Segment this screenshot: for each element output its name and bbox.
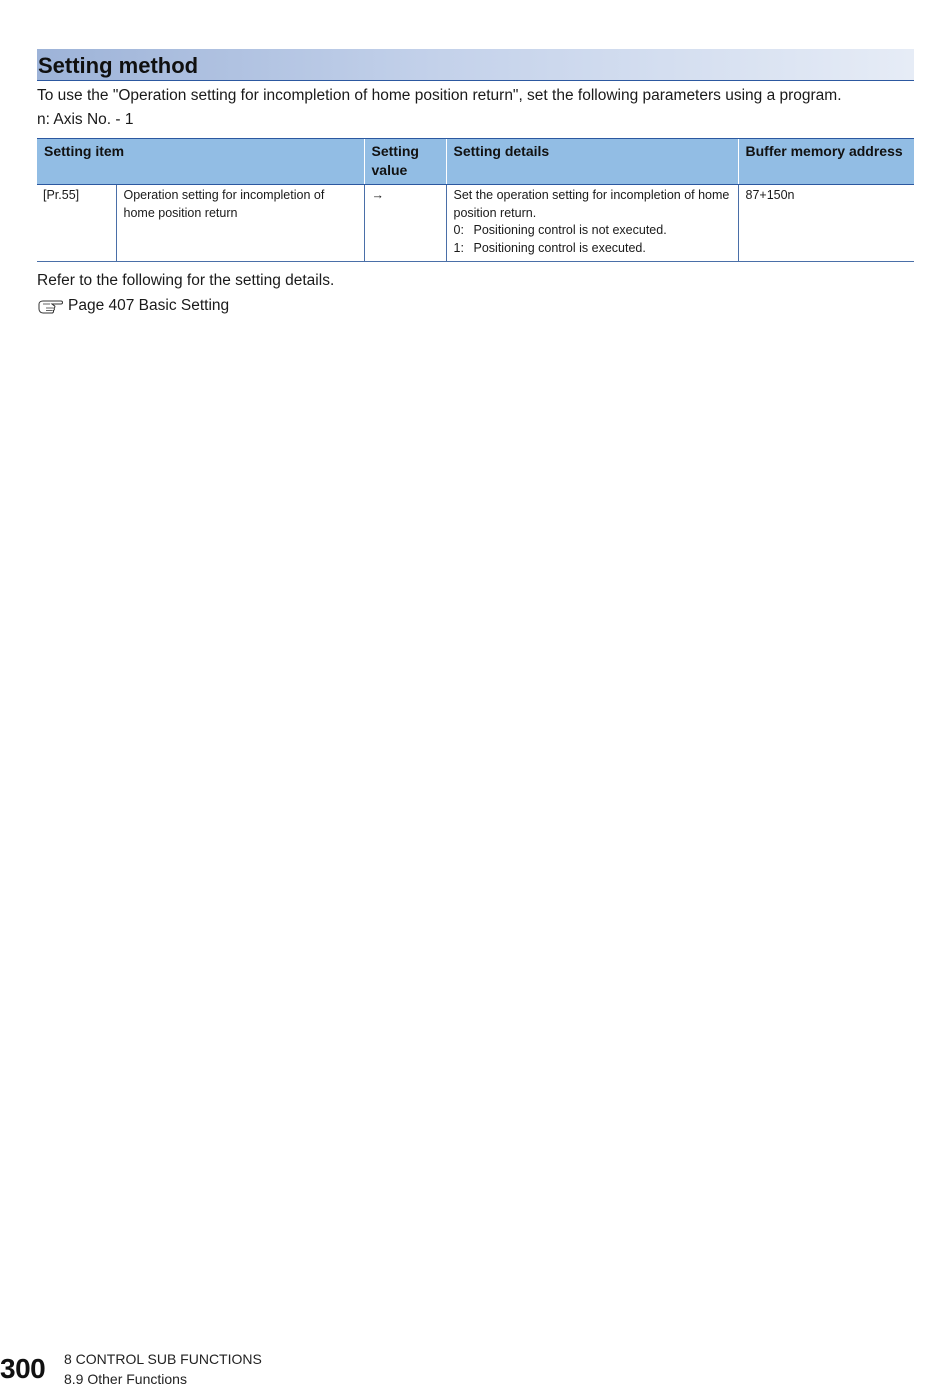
setting-value-cell: → — [364, 185, 446, 262]
buffer-address-cell: 87+150n — [738, 185, 914, 262]
pointing-hand-icon — [37, 297, 65, 315]
intro-text: To use the "Operation setting for incompletion of home position return", set the following parameters using a program. — [37, 87, 842, 104]
header-setting-value: Setting value — [364, 139, 446, 185]
setting-details-cell — [446, 185, 738, 262]
header-setting-details: Setting details — [446, 139, 738, 185]
option-key: 0: — [453, 223, 464, 237]
page-reference-text[interactable]: Page 407 Basic Setting — [68, 297, 230, 314]
table-header-row — [37, 139, 914, 185]
refer-text: Refer to the following for the setting details. — [37, 272, 335, 289]
header-buffer-address: Buffer memory address — [738, 139, 914, 185]
axis-note: n: Axis No. - 1 — [37, 111, 134, 128]
option-text: Positioning control is executed. — [473, 240, 646, 255]
param-number-cell: [Pr.55] — [37, 185, 116, 262]
details-option — [454, 222, 731, 240]
footer-section: 8.9 Other Functions — [64, 1371, 187, 1387]
footer-chapter: 8 CONTROL SUB FUNCTIONS — [64, 1351, 262, 1367]
page-number: 300 — [0, 1353, 46, 1384]
details-description: Set the operation setting for incompletion of home position return. — [453, 188, 730, 220]
page-reference-link[interactable] — [37, 296, 229, 316]
details-option — [454, 240, 731, 258]
parameter-table — [37, 138, 914, 262]
option-key: 1: — [453, 240, 464, 255]
table-row — [37, 185, 914, 262]
section-heading-bar — [37, 49, 914, 81]
option-text: Positioning control is not executed. — [473, 223, 667, 237]
header-setting-item: Setting item — [37, 139, 364, 185]
section-title: Setting method — [38, 53, 199, 78]
param-name-cell: Operation setting for incompletion of home position return — [116, 185, 364, 262]
